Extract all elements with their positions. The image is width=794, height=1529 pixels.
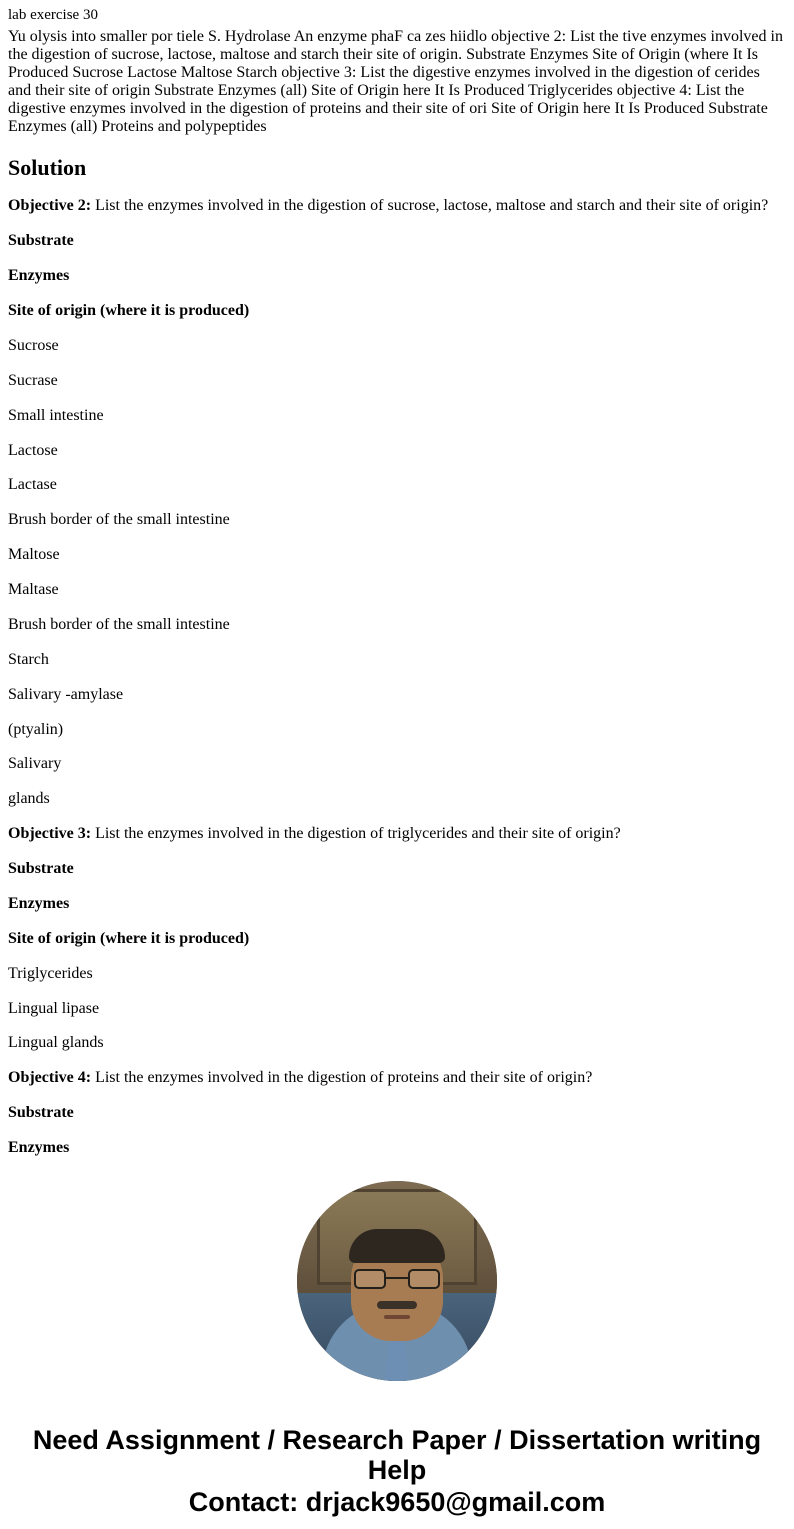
list-item: Lactase <box>8 476 57 494</box>
section-objective-2 <box>8 197 786 809</box>
list-item: Lingual glands <box>8 1034 104 1052</box>
avatar-hair <box>349 1229 445 1263</box>
list-item: Salivary -amylase <box>8 685 124 703</box>
objective-line <box>8 1069 786 1088</box>
section-objective-4 <box>8 1069 786 1157</box>
glasses-lens-right <box>408 1269 440 1289</box>
list-item: Sucrose <box>8 336 59 354</box>
list-item: Maltose <box>8 546 60 564</box>
column-header-substrate: Substrate <box>8 232 74 250</box>
list-item: Starch <box>8 650 49 668</box>
section-objective-3 <box>8 825 786 1053</box>
list-item: Sucrase <box>8 371 58 389</box>
list-item: Brush border of the small intestine <box>8 511 230 529</box>
avatar-mouth <box>384 1315 410 1319</box>
objective-label: Objective 2: <box>8 197 92 215</box>
glasses-icon <box>354 1269 440 1289</box>
objective-label: Objective 3: <box>8 825 92 843</box>
list-item: Maltase <box>8 581 59 599</box>
objective-text: List the enzymes involved in the digestion of sucrose, lactose, maltose and starch and their site of origin? <box>95 197 769 215</box>
column-header-site-of-origin: Site of origin (where it is produced) <box>8 929 250 947</box>
objective-line <box>8 825 786 844</box>
column-header-enzymes: Enzymes <box>8 1139 70 1157</box>
intro-paragraph: Yu olysis into smaller por tiele S. Hydrolase An enzyme phaF ca zes hiidlo objective 2: List the tive enzymes involved in the digestion of sucrose, lactose, maltose and starch their site of origin. Substrate Enzymes Site of Origin (where It Is Produced Sucrose Lactose Maltose Starch objective 3: List the digestive enzymes involved in the digestion of cerides and their site of origin Substrate Enzymes (all) Site of Origin here It Is Produced Triglycerides objective 4: List the digestive enzymes involved in the digestion of proteins and their site of ori Site of Origin here It Is Produced Substrate Enzymes (all) Proteins and polypeptides <box>8 28 783 135</box>
exercise-title: lab exercise 30 <box>8 7 98 23</box>
column-header-enzymes: Enzymes <box>8 267 70 285</box>
objective-label: Objective 4: <box>8 1069 92 1087</box>
objective-line <box>8 197 786 216</box>
list-item: Small intestine <box>8 406 104 424</box>
document-page <box>0 6 794 1518</box>
objective-text: List the enzymes involved in the digestion of triglycerides and their site of origin? <box>95 825 621 843</box>
promo-headline: Need Assignment / Research Paper / Dissertation writing Help <box>32 1425 762 1486</box>
column-header-substrate: Substrate <box>8 860 74 878</box>
column-header-site-of-origin: Site of origin (where it is produced) <box>8 302 250 320</box>
glasses-lens-left <box>354 1269 386 1289</box>
promo-banner <box>8 1425 786 1518</box>
column-header-substrate: Substrate <box>8 1104 74 1122</box>
list-item: Triglycerides <box>8 964 93 982</box>
list-item: Salivary <box>8 755 62 773</box>
list-item: (ptyalin) <box>8 720 64 738</box>
avatar-mustache <box>377 1301 417 1309</box>
list-item: Lactose <box>8 441 58 459</box>
solution-heading: Solution <box>8 155 87 181</box>
list-item: Brush border of the small intestine <box>8 615 230 633</box>
avatar <box>297 1181 497 1381</box>
avatar-container <box>8 1181 786 1381</box>
list-item: Lingual lipase <box>8 999 100 1017</box>
column-header-enzymes: Enzymes <box>8 894 70 912</box>
list-item: glands <box>8 790 50 808</box>
promo-contact: Contact: drjack9650@gmail.com <box>188 1487 606 1518</box>
glasses-bridge <box>386 1277 408 1279</box>
objective-text: List the enzymes involved in the digestion of proteins and their site of origin? <box>95 1069 593 1087</box>
